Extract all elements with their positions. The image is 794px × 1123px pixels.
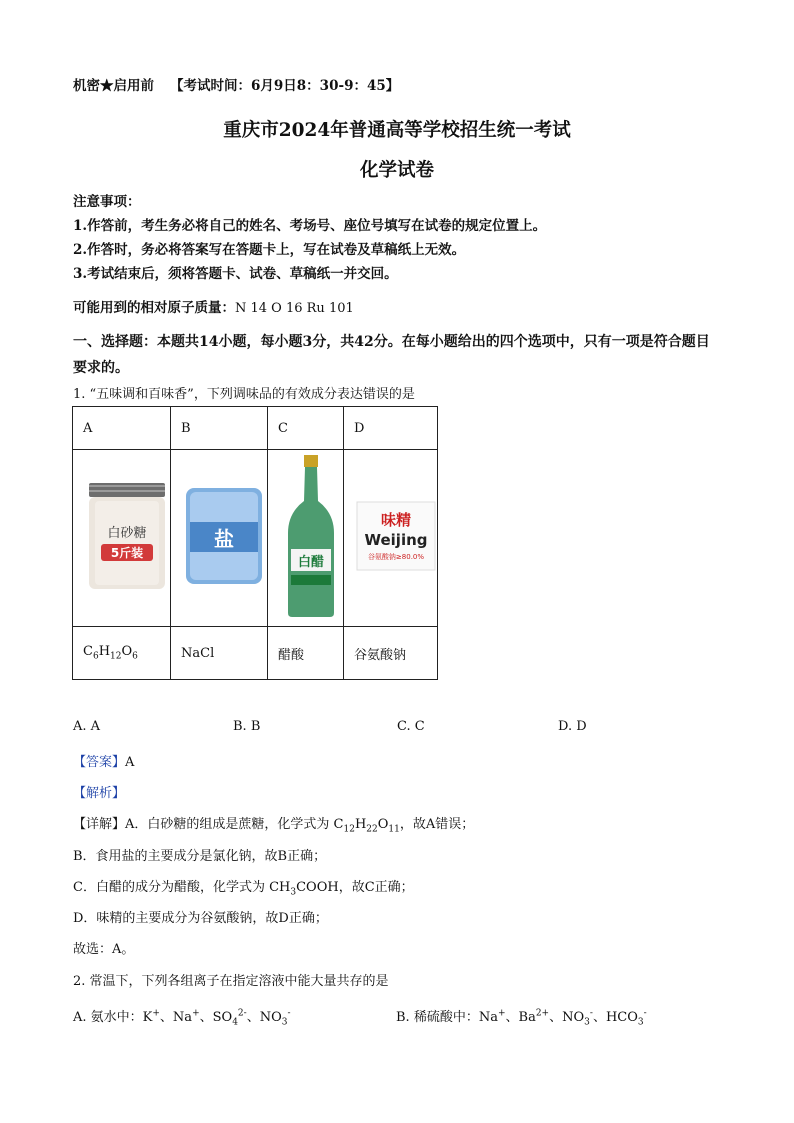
detail-d: D．味精的主要成分为谷氨酸钠，故D正确； (73, 911, 328, 926)
formula-a: $C_6H_{12}O_6$ (73, 627, 171, 680)
answer-value: A (125, 755, 135, 770)
formula-d: 谷氨酸钠 (344, 627, 438, 680)
notes-heading: 注意事项： (73, 194, 141, 210)
atomic-mass-values: N 14 O 16 Ru 101 (235, 301, 354, 316)
note-item: 1.作答前，考生务必将自己的姓名、考场号、座位号填写在试卷的规定位置上。 (73, 218, 547, 234)
detail-c: C．白醋的成分为醋酸，化学式为 $CH_3COOH$，故C正确； (73, 880, 414, 898)
table-header-c: C (268, 407, 344, 450)
msg-brand-en: Weijing (363, 531, 428, 549)
table-header-a: A (73, 407, 171, 450)
exam-time: 【考试时间：6月9日8：30-9：45】 (170, 78, 400, 94)
choice-a: A. A (73, 719, 101, 734)
atomic-mass-line (73, 296, 354, 316)
msg-spec: 谷氨酸钠≥80.0% (367, 553, 424, 561)
question-1-stem: 1. “五味调和百味香”，下列调味品的有效成分表达错误的是 (73, 387, 415, 402)
formula-c: 醋酸 (268, 627, 344, 680)
msg-brand-cn: 味精 (380, 511, 411, 529)
sugar-label: 白砂糖 (106, 526, 147, 541)
sugar-jar-image (73, 450, 171, 627)
answer-line (73, 751, 134, 770)
confidential-tag: 机密★启用前 (73, 78, 154, 94)
exam-title: 重庆市2024年普通高等学校招生统一考试 (223, 120, 571, 141)
question-2-stem: 2. 常温下，下列各组离子在指定溶液中能大量共存的是 (73, 974, 389, 989)
atomic-mass-label: 可能用到的相对原子质量： (73, 300, 235, 316)
exam-subject: 化学试卷 (359, 160, 434, 181)
section-heading: 一、选择题：本题共14小题，每小题3分，共42分。在每小题给出的四个选项中，只有一项是符合题目要求的。 (73, 334, 710, 376)
detail-b: B．食用盐的主要成分是氯化钠，故B正确； (73, 849, 327, 864)
table-header-d: D (344, 407, 438, 450)
choice-d: D. D (558, 719, 587, 734)
question-1-table (72, 406, 438, 680)
detail-a: 【详解】A．白砂糖的组成是蔗糖，化学式为 $C_{12}H_{22}O_{11}$，故A错误； (73, 817, 475, 835)
vinegar-bottle-image (268, 450, 344, 627)
choice-c: C. C (397, 719, 425, 734)
salt-label: 盐 (214, 527, 234, 551)
analysis-label: 【解析】 (73, 786, 126, 801)
q2-option-a: A. 氨水中：K+、Na+、$SO_4^{2-}$、$NO_3^-$ (73, 1008, 291, 1028)
table-header-b: B (171, 407, 268, 450)
note-item: 2.作答时，务必将答案写在答题卡上，写在试卷及草稿纸上无效。 (73, 242, 466, 258)
salt-bag-image (171, 450, 268, 627)
conclusion: 故选：A。 (73, 942, 135, 957)
choice-b: B. B (233, 719, 261, 734)
sugar-badge: 5斤装 (110, 546, 143, 560)
msg-package-image (344, 450, 438, 627)
answer-label: 【答案】 (73, 755, 126, 770)
note-item: 3.考试结束后，须将答题卡、试卷、草稿纸一并交回。 (73, 266, 398, 282)
q2-option-b: B. 稀硫酸中：Na+、$Ba^{2+}$、$NO_3^-$、$HCO_3^-$ (396, 1008, 647, 1028)
vinegar-label: 白醋 (297, 555, 324, 570)
header-line (73, 74, 399, 94)
formula-b: NaCl (171, 627, 268, 680)
